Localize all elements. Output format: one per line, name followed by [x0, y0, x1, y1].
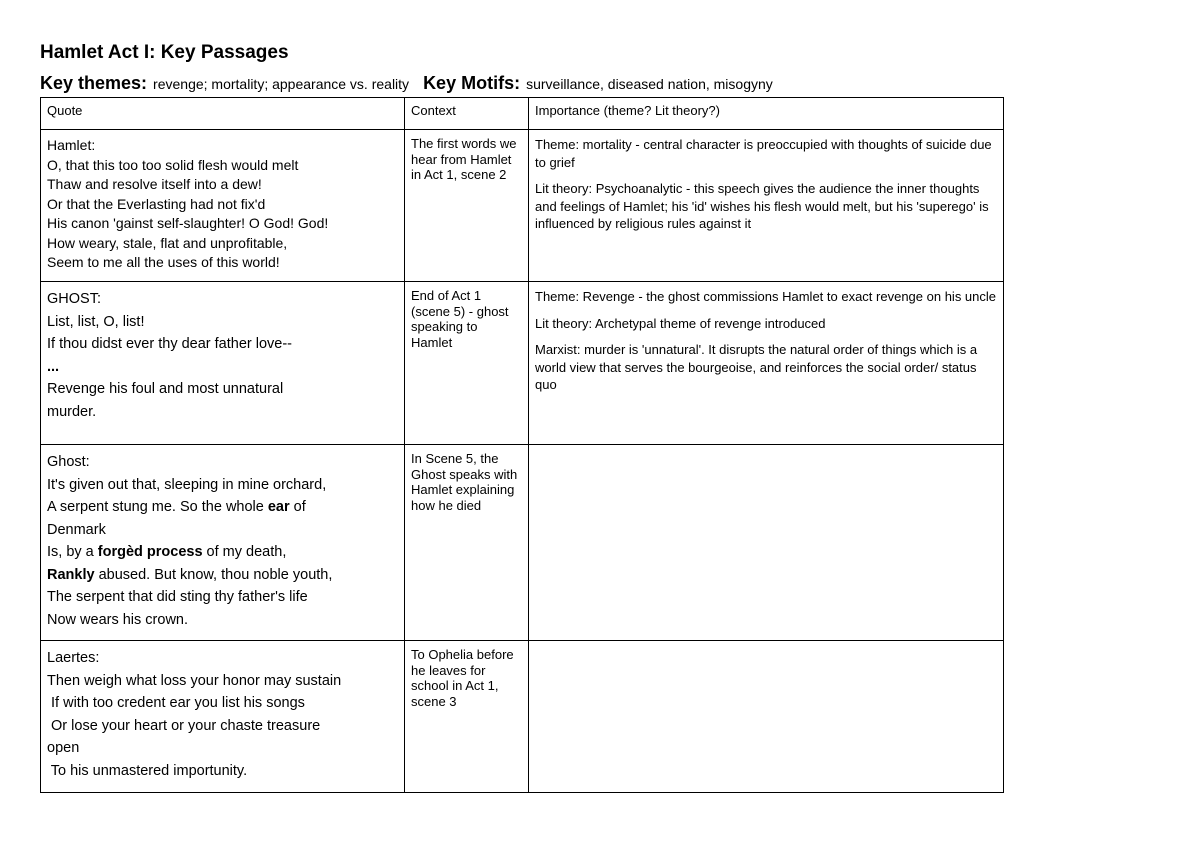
importance-cell: [529, 641, 1004, 793]
quote-line: His canon 'gainst self-slaughter! O God! God!: [47, 215, 329, 231]
importance-note: Theme: mortality - central character is preoccupied with thoughts of suicide due to grief: [535, 137, 992, 170]
quote-line: Revenge his foul and most unnatural: [47, 381, 284, 397]
importance-note: Marxist: murder is 'unnatural'. It disrupts the natural order of things which is a world view that serves the bourgeoise, and reinforces the social order/ status quo: [535, 342, 978, 392]
quote-line: How weary, stale, flat and unprofitable,: [47, 234, 288, 251]
table-header-row: [41, 98, 1004, 130]
quote-line: Now wears his crown.: [47, 611, 189, 628]
key-passages-table: [40, 97, 1004, 793]
importance-note: Theme: Revenge - the ghost commissions Hamlet to exact revenge on his uncle: [535, 289, 997, 304]
quote-line: Rankly abused. But know, thou noble youth,: [47, 566, 333, 583]
quote-line: Or that the Everlasting had not fix'd: [47, 195, 266, 212]
quote-line: Is, by a forgèd process of my death,: [47, 544, 287, 560]
header-context: Context: [405, 98, 529, 130]
quote-line: Denmark: [47, 521, 106, 538]
quote-cell: [41, 445, 405, 641]
context-cell: The first words we hear from Hamlet in Act 1, scene 2: [405, 130, 529, 282]
quote-line: Or lose your heart or your chaste treasure: [47, 717, 321, 734]
key-themes-value: revenge; mortality; appearance vs. reality: [153, 76, 410, 92]
quote-line: List, list, O, list!: [47, 313, 145, 330]
header-importance: Importance (theme? Lit theory?): [529, 98, 1004, 130]
importance-cell: [529, 445, 1004, 641]
quote-line: If thou didst ever thy dear father love--: [47, 336, 293, 352]
quote-line: It's given out that, sleeping in mine orchard,: [47, 476, 327, 493]
key-motifs-label: Key Motifs:: [423, 73, 521, 93]
quote-line: Then weigh what loss your honor may sustain: [47, 672, 342, 689]
quote-line: A serpent stung me. So the whole ear of: [47, 499, 306, 515]
importance-cell: [529, 282, 1004, 445]
importance-note: Lit theory: Archetypal theme of revenge introduced: [535, 315, 826, 331]
quote-line: Seem to me all the uses of this world!: [47, 254, 280, 270]
quote-line: murder.: [47, 403, 97, 420]
quote-speaker: Hamlet:: [47, 137, 96, 153]
emphasis-ear: ear: [267, 499, 290, 515]
context-cell: In Scene 5, the Ghost speaks with Hamlet explaining how he died: [405, 445, 529, 641]
table-row: [41, 130, 1004, 282]
quote-line: open: [47, 740, 80, 756]
quote-speaker: Laertes:: [47, 650, 100, 666]
quote-ellipsis: ...: [47, 358, 60, 375]
importance-note: Lit theory: Psychoanalytic - this speech gives the audience the inner thoughts and feelings of Hamlet; his 'id' wishes his flesh would melt, but his 'superego' is influenced by religious rules against it: [535, 181, 989, 231]
table-row: [41, 445, 1004, 641]
quote-cell: [41, 282, 405, 445]
header-quote: Quote: [41, 98, 405, 130]
key-motifs-value: surveillance, diseased nation, misogyny: [526, 76, 773, 92]
quote-speaker: Ghost:: [47, 454, 90, 470]
quote-cell: [41, 130, 405, 282]
emphasis-rankly: Rankly: [47, 566, 95, 583]
context-cell: To Ophelia before he leaves for school in Act 1, scene 3: [405, 641, 529, 793]
table-row: [41, 641, 1004, 793]
page-title: Hamlet Act I: Key Passages: [40, 42, 289, 63]
table-row: [41, 282, 1004, 445]
quote-line: The serpent that did sting thy father's life: [47, 589, 308, 605]
quote-line: To his unmastered importunity.: [47, 762, 248, 779]
key-themes-label: Key themes:: [40, 73, 148, 93]
key-themes-motifs-line: [40, 72, 773, 95]
quote-line: Thaw and resolve itself into a dew!: [47, 176, 262, 192]
quote-line: O, that this too too solid flesh would melt: [47, 156, 299, 173]
context-cell: End of Act 1 (scene 5) - ghost speaking to Hamlet: [405, 282, 529, 445]
quote-cell: [41, 641, 405, 793]
emphasis-forged-process: forgèd process: [97, 544, 203, 560]
quote-speaker: GHOST:: [47, 291, 101, 307]
importance-cell: [529, 130, 1004, 282]
quote-line: If with too credent ear you list his songs: [47, 695, 305, 711]
